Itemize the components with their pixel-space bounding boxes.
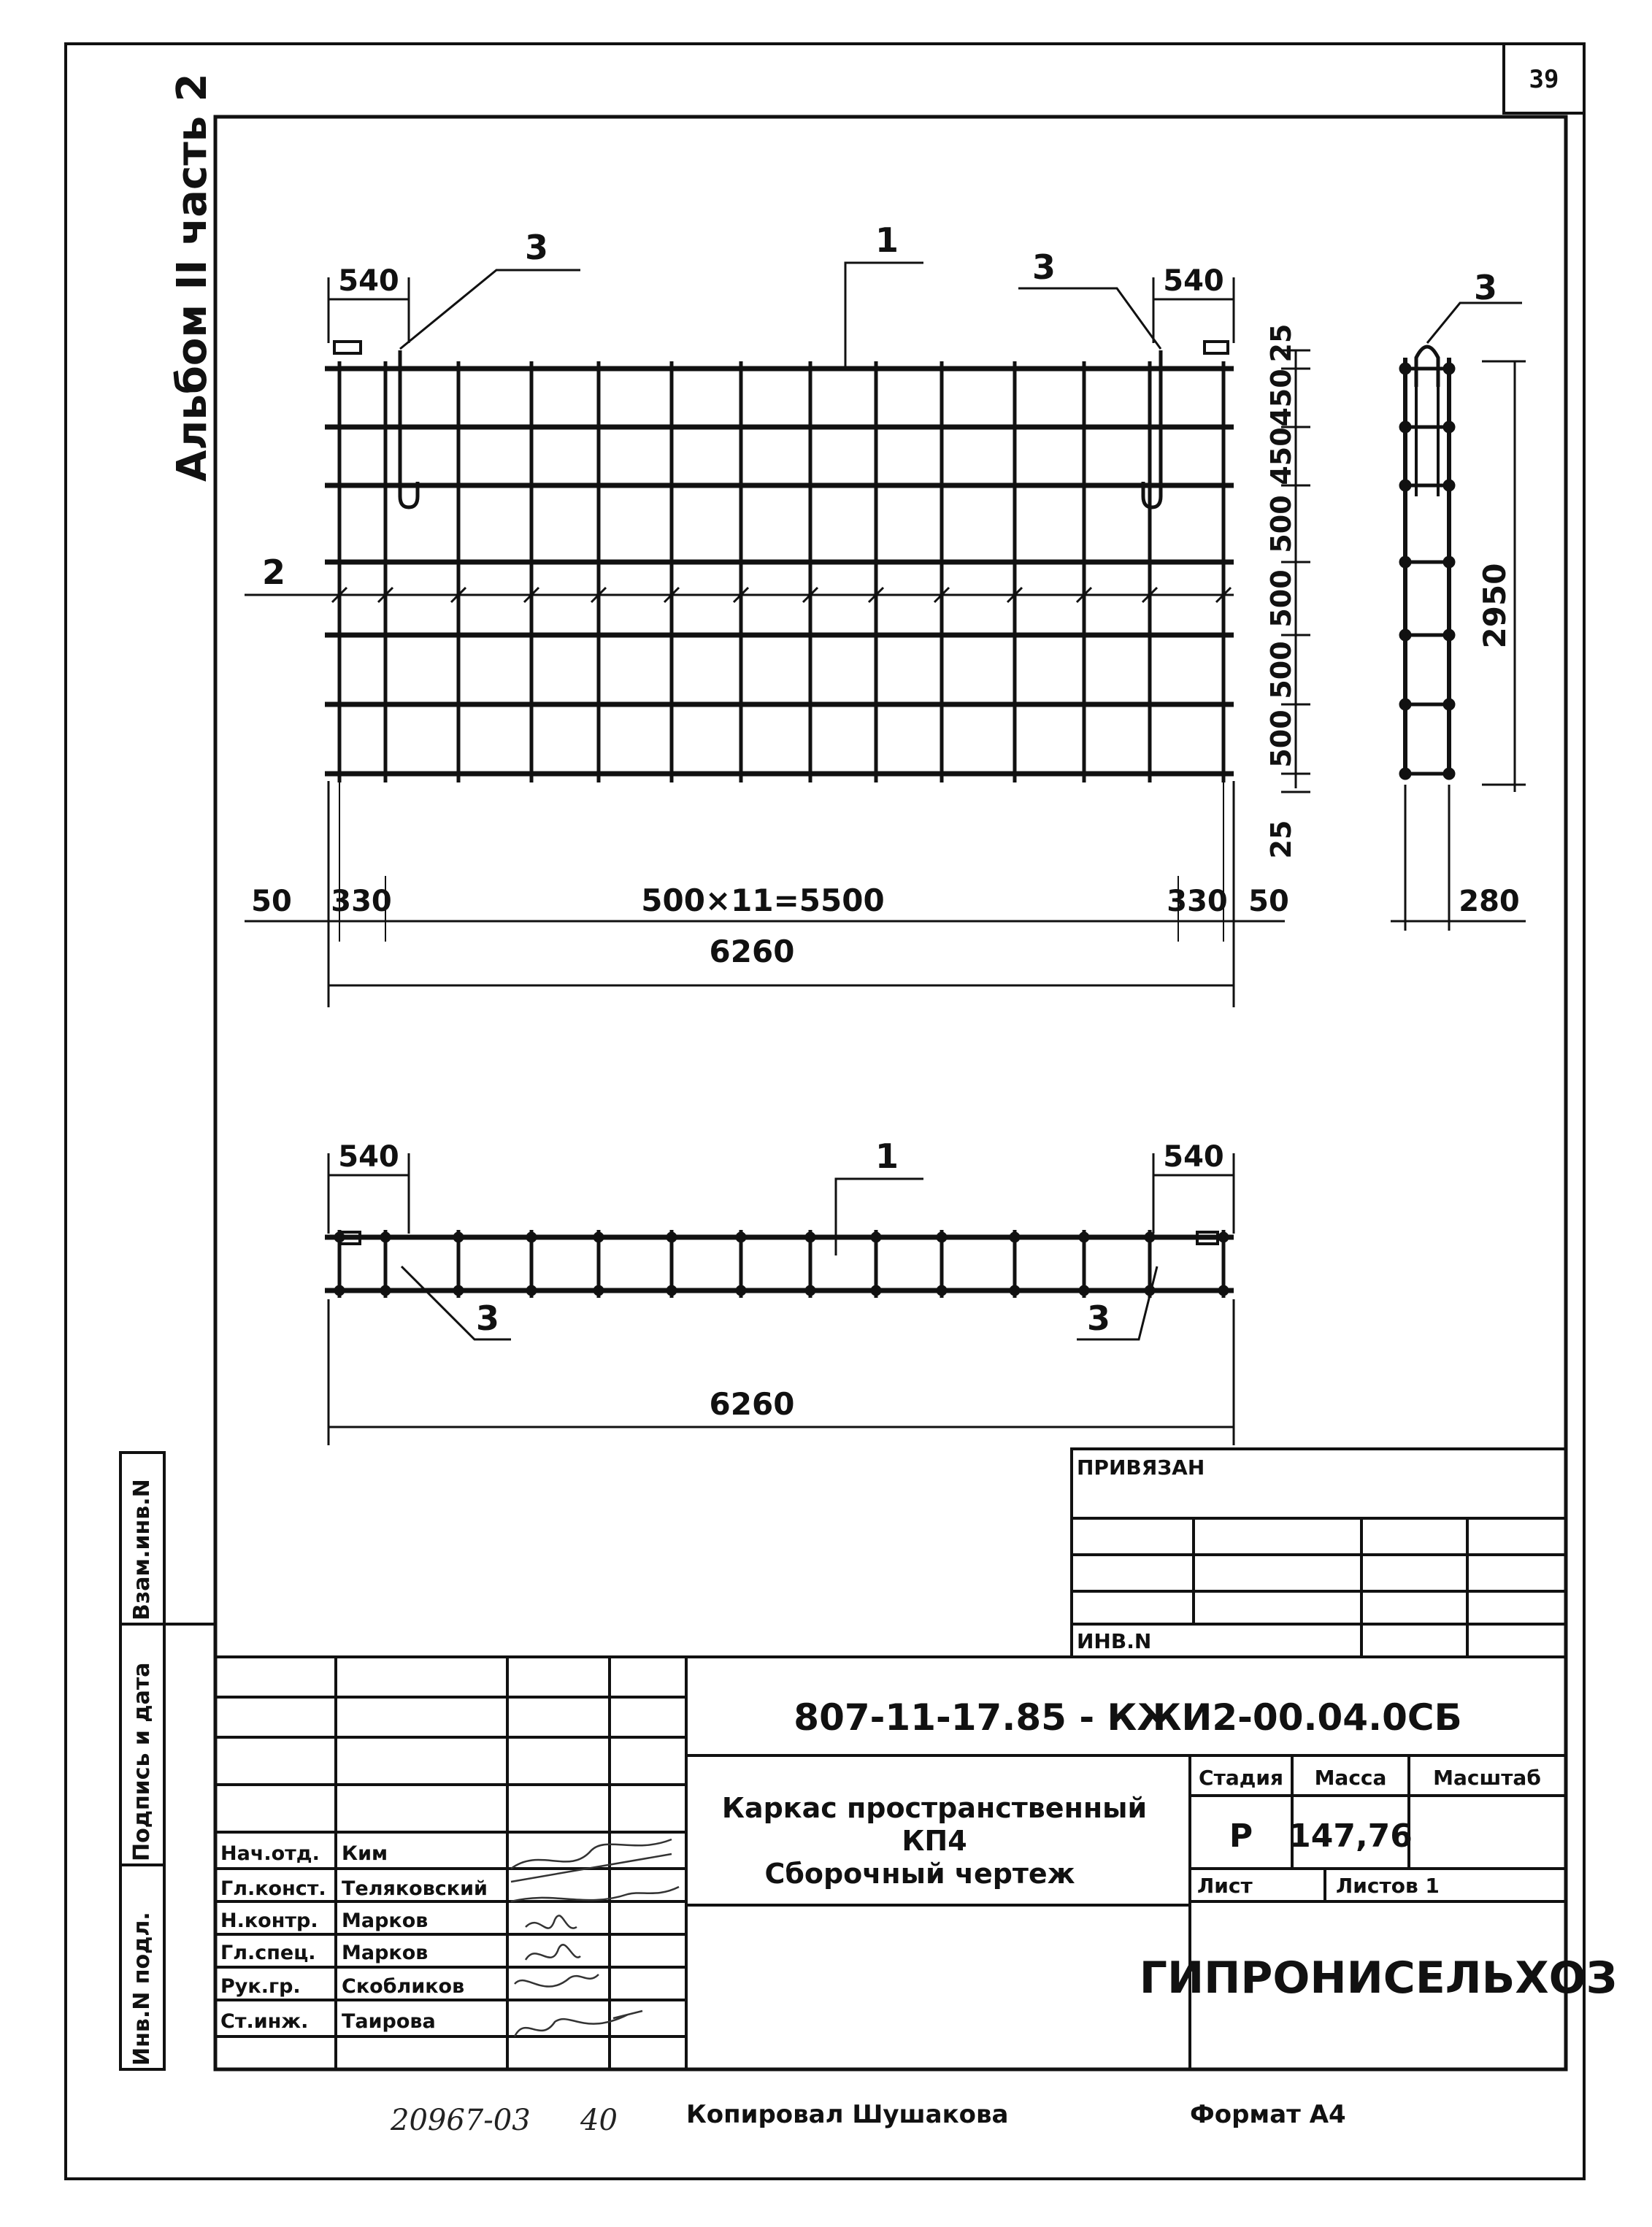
bottom-leader-1 [836,1179,923,1255]
loop-left [334,342,361,353]
bottom-pos-1: 1 [875,1136,899,1176]
stamp-podpis-data: Подпись и дата [129,1662,155,1861]
designation: 807-11-17.85 - КЖИ2-00.04.0СБ [794,1696,1462,1739]
signer-role: Гл.конст. [220,1877,326,1900]
lists-label: Листов 1 [1336,1874,1440,1898]
vert-dim-label: 25 [1265,820,1297,859]
scale-label: Масштаб [1433,1766,1541,1790]
bottom-pos-3-left: 3 [475,1299,500,1338]
stamp-inv-podl: Инв.N подл. [129,1912,155,2066]
signer-role: Гл.спец. [220,1942,316,1964]
leader-3-left [400,270,580,349]
side-pos-3: 3 [1473,268,1498,307]
organization: ГИПРОНИСЕЛЬХОЗ [1139,1953,1618,2004]
title-name-3: Сборочный чертеж [764,1858,1075,1890]
dim-6260-bottom: 6260 [709,1386,795,1422]
signer-role: Н.контр. [220,1909,318,1932]
vert-dim-label: 500 [1265,641,1297,699]
mass-value: 147,76 [1288,1818,1413,1855]
bottom-dim-540-right: 540 [1163,1140,1224,1174]
handwritten-page: 40 [580,2104,618,2137]
vert-dim-label: 500 [1265,569,1297,628]
pos-2: 2 [261,553,286,592]
dim-540-left: 540 [338,264,399,298]
dim-330-right: 330 [1167,885,1228,918]
signer-role: Рук.гр. [220,1975,301,1998]
mass-label: Масса [1314,1766,1387,1790]
bottom-dim-540-left: 540 [338,1140,399,1174]
bottom-pos-3-right: 3 [1086,1299,1111,1338]
privyazan-label: ПРИВЯЗАН [1077,1455,1205,1480]
signer-name: Теляковский [342,1877,488,1900]
title-name-1: Каркас пространственный [721,1792,1148,1824]
signer-name: Ким [342,1842,388,1865]
signer-name: Скобликов [342,1975,465,1998]
vert-dim-label: 500 [1265,495,1297,553]
vert-dim-label: 450 [1265,369,1297,427]
page-number: 39 [1529,65,1559,94]
signer-name: Марков [342,1909,429,1932]
signer-role: Ст.инж. [220,2010,309,2033]
dim-6260-plan: 6260 [709,934,795,969]
dim-spacing: 500×11=5500 [641,882,885,918]
vert-dim-label: 450 [1265,427,1297,485]
side-dim-2950: 2950 [1477,563,1513,649]
inv-n-label: ИНВ.N [1077,1629,1152,1653]
format-label: Формат А4 [1190,2100,1346,2129]
pos-3-right: 3 [1031,247,1056,287]
dim-540-right: 540 [1163,264,1224,298]
vert-dim-label: 500 [1265,709,1297,768]
side-dim-280: 280 [1459,885,1520,918]
stage-label: Стадия [1199,1766,1283,1790]
pos-1: 1 [875,220,899,260]
vert-dim-label: 25 [1265,323,1297,363]
stamp-vzam-inv: Взам.инв.N [129,1479,155,1620]
stage-value: Р [1229,1818,1253,1855]
side-leader-3 [1427,303,1522,343]
handwritten-code: 20967-03 [391,2104,531,2137]
title-name-2: КП4 [902,1825,967,1857]
album-note: Альбом II часть 2 [169,73,216,482]
loop-right [1205,342,1228,353]
pos-3-left: 3 [524,228,549,267]
signer-name: Таирова [342,2010,436,2033]
dim-50-left: 50 [251,885,292,918]
leader-1 [845,263,923,369]
list-label: Лист [1197,1874,1253,1898]
leader-3-right [1018,288,1161,349]
copied-by: Копировал Шушакова [686,2100,1009,2129]
signer-role: Нач.отд. [220,1842,320,1865]
signer-name: Марков [342,1942,429,1964]
dim-50-right: 50 [1248,885,1289,918]
dim-330-left: 330 [331,885,392,918]
binding-block [1072,1449,1566,1657]
